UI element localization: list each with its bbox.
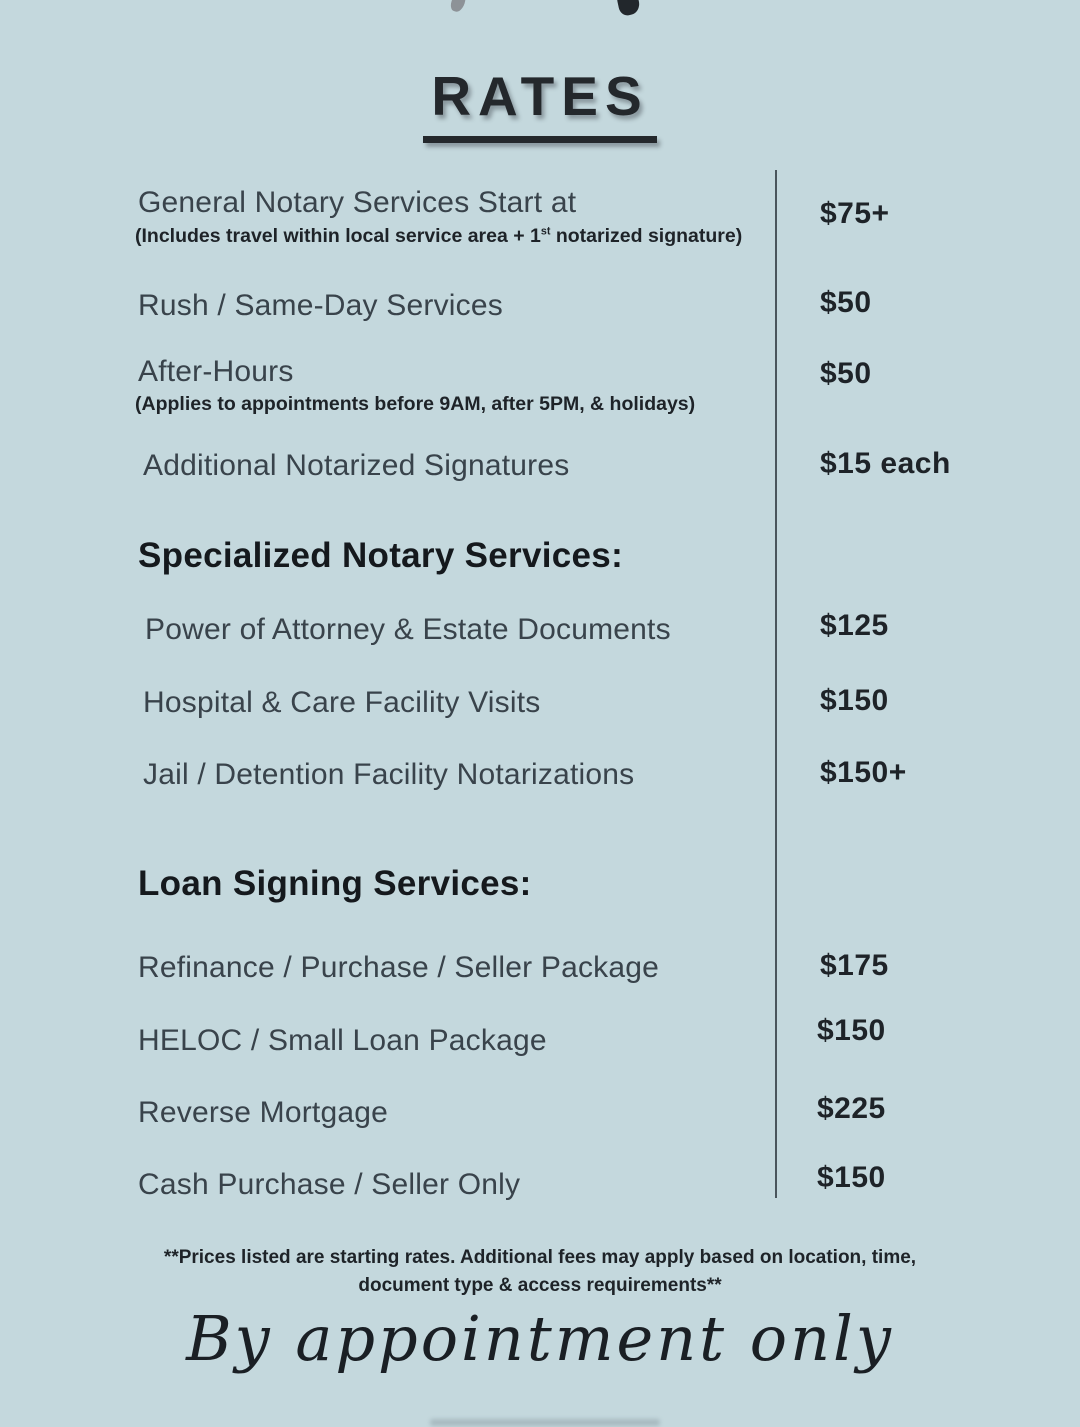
service-price: $150 — [817, 1161, 886, 1194]
service-note-text: notarized signature) — [550, 225, 743, 247]
service-note: (Applies to appointments before 9AM, after 5PM, & holidays) — [135, 393, 696, 415]
service-name: HELOC / Small Loan Package — [138, 1024, 547, 1057]
service-note-text: (Includes travel within local service area + 1 — [135, 225, 541, 247]
service-name: Refinance / Purchase / Seller Package — [138, 951, 660, 984]
cut-off-script-fragment — [616, 0, 642, 17]
cut-off-script-fragment — [449, 0, 468, 13]
page-title: RATES — [423, 64, 656, 143]
service-name: General Notary Services Start at — [138, 186, 577, 219]
service-price: $50 — [820, 286, 872, 319]
price-column-divider — [775, 170, 777, 1198]
service-name: Cash Purchase / Seller Only — [138, 1168, 521, 1201]
service-note-superscript: st — [540, 225, 551, 238]
service-name: Hospital & Care Facility Visits — [143, 686, 541, 719]
service-name: Jail / Detention Facility Notarizations — [143, 758, 635, 791]
pricing-disclaimer-line1: **Prices listed are starting rates. Additional fees may apply based on location, time, — [163, 1247, 917, 1268]
service-price: $150 — [817, 1014, 886, 1047]
service-note — [135, 225, 742, 248]
service-name: Reverse Mortgage — [138, 1096, 388, 1129]
service-price: $15 each — [820, 447, 951, 480]
service-price: $175 — [820, 949, 889, 982]
service-name: After-Hours — [138, 355, 294, 388]
service-price: $225 — [817, 1092, 886, 1125]
service-price: $75+ — [820, 197, 890, 230]
service-name: Power of Attorney & Estate Documents — [145, 613, 671, 646]
service-name: Additional Notarized Signatures — [143, 449, 570, 482]
section-header-specialized: Specialized Notary Services: — [138, 536, 624, 575]
pricing-disclaimer — [0, 1244, 1080, 1300]
service-price: $150+ — [820, 756, 907, 789]
service-price: $150 — [820, 684, 889, 717]
pricing-disclaimer-line2: document type & access requirements** — [358, 1275, 722, 1296]
service-price: $125 — [820, 609, 889, 642]
by-appointment-only-script: By appointment only — [186, 1302, 894, 1375]
page-title-wrap — [0, 64, 1080, 143]
section-header-loan-signing: Loan Signing Services: — [138, 864, 532, 903]
service-name: Rush / Same-Day Services — [138, 289, 503, 322]
service-price: $50 — [820, 357, 872, 390]
cut-off-bottom-text — [430, 1419, 660, 1426]
